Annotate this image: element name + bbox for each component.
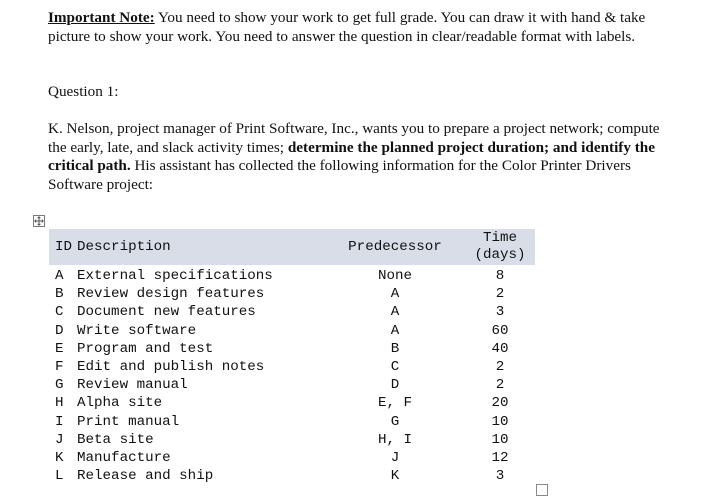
cell-description: Beta site [77, 431, 154, 448]
header-predecessor: Predecessor [348, 239, 442, 255]
cell-id: A [55, 268, 64, 284]
cell-id: F [55, 359, 64, 376]
cell-id: K [55, 450, 64, 467]
cell-description: Release and ship [77, 468, 214, 485]
table-row [49, 431, 535, 449]
table-row [49, 303, 535, 321]
cell-description: Write software [77, 322, 197, 339]
table-row [49, 467, 535, 485]
cell-time: 2 [495, 359, 505, 376]
cell-time: 2 [495, 377, 505, 394]
cell-predecessor: J [390, 450, 400, 467]
cell-predecessor: A [390, 286, 400, 303]
cell-description: Review manual [77, 377, 188, 394]
cell-id: D [55, 322, 64, 339]
cell-predecessor: A [390, 322, 400, 339]
cell-time: 3 [495, 304, 505, 321]
cell-description: Manufacture [77, 450, 171, 467]
cell-description: Review design features [77, 286, 265, 303]
cell-time: 20 [491, 395, 509, 412]
cell-description: Print manual [77, 413, 180, 430]
cell-time: 12 [491, 450, 509, 467]
cell-description: Alpha site [77, 395, 163, 412]
cell-id: C [55, 304, 64, 321]
cell-time: 40 [491, 340, 509, 357]
cell-predecessor: G [390, 413, 400, 430]
cell-time: 2 [495, 286, 505, 303]
cell-time: 3 [495, 468, 505, 485]
cell-id: L [55, 468, 64, 485]
header-id: ID [55, 239, 73, 255]
important-note [48, 9, 673, 46]
cell-predecessor: H, I [377, 431, 413, 448]
cell-description: Edit and publish notes [77, 359, 265, 376]
table-row [49, 358, 535, 376]
table-row [49, 413, 535, 431]
important-note-text: You need to show your work to get full grade. You can draw it with hand & take picture to show your work. You need to answer the question in clear/readable format with labels. [48, 9, 646, 45]
cell-time: 8 [495, 268, 505, 284]
header-time [465, 229, 535, 265]
table-row [49, 265, 535, 285]
cell-id: B [55, 286, 64, 303]
cell-description: Document new features [77, 304, 256, 321]
activity-table [49, 229, 535, 485]
table-resize-icon[interactable] [536, 484, 548, 496]
table-row [49, 394, 535, 412]
question-intro [48, 120, 673, 194]
cell-predecessor: C [390, 359, 400, 376]
table-row [49, 376, 535, 394]
intro-text-bold: determine the planned project duration; and identify the critical path. [48, 138, 655, 175]
cell-id: E [55, 340, 64, 357]
header-description: Description [77, 239, 171, 255]
cell-id: H [55, 395, 64, 412]
cell-description: Program and test [77, 340, 214, 357]
table-move-icon[interactable] [33, 215, 45, 227]
cell-predecessor: D [390, 377, 400, 394]
cell-predecessor: None [377, 268, 413, 284]
cell-description: External specifications [77, 268, 273, 284]
header-time-line2: (days) [474, 247, 526, 263]
important-note-label: Important Note: [48, 9, 155, 26]
cell-time: 60 [491, 322, 509, 339]
cell-predecessor: A [390, 304, 400, 321]
cell-time: 10 [491, 413, 509, 430]
table-row [49, 449, 535, 467]
cell-time: 10 [491, 431, 509, 448]
cell-id: G [55, 377, 64, 394]
intro-text-2: His assistant has collected the following information for the Color Printer Drivers Software project: [48, 157, 631, 193]
intro-text-1: K. Nelson, project manager of Print Software, Inc., wants you to prepare a project network; compute the early, late, and slack activity times; [48, 120, 660, 156]
cell-id: J [55, 431, 64, 448]
table-header-row [49, 229, 535, 265]
cell-predecessor: E, F [377, 395, 413, 412]
cell-predecessor: K [390, 468, 400, 485]
table-row [49, 340, 535, 358]
cell-predecessor: B [390, 340, 400, 357]
cell-id: I [55, 413, 64, 430]
table-row [49, 322, 535, 340]
question-heading: Question 1: [48, 83, 119, 100]
table-row [49, 285, 535, 303]
header-time-line1: Time [482, 230, 518, 246]
